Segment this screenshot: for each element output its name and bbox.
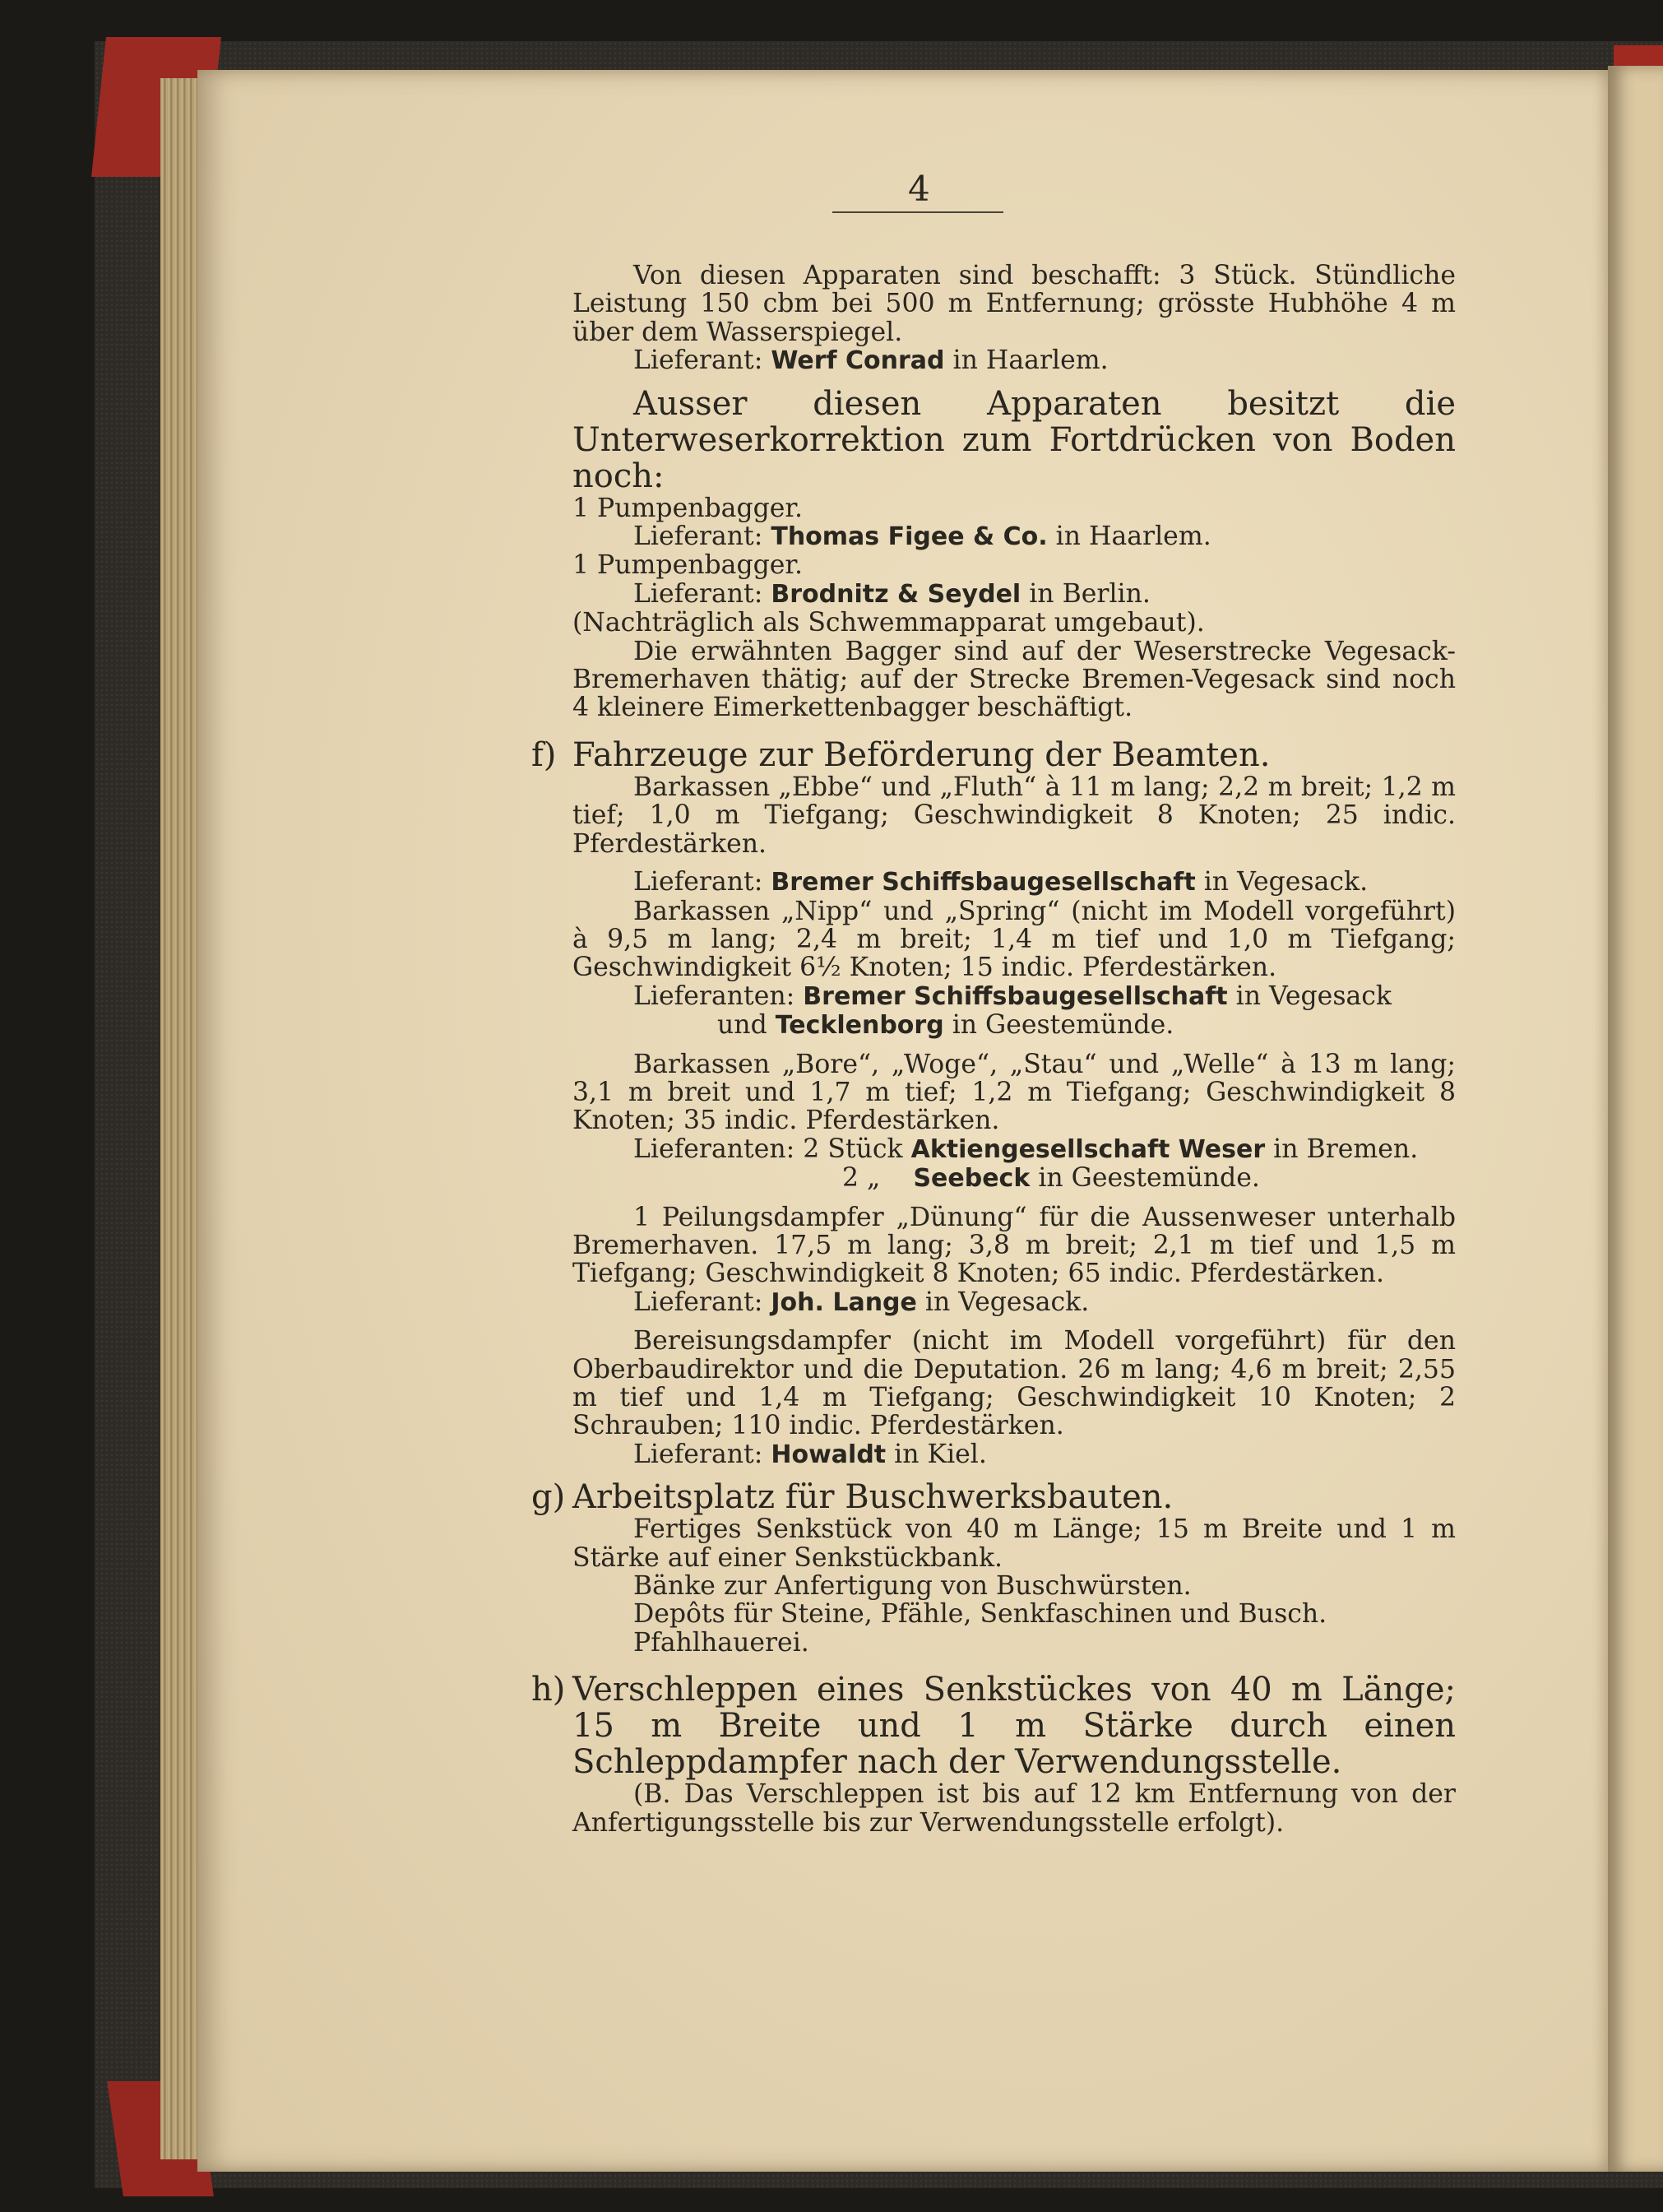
paragraph: Die erwähnten Bagger sind auf der Weserstrecke Vegesack-Bremerhaven thätig; auf der Strecke Bremen-Vegesack sind noch 4 kleinere Eimerkettenbagger beschäftigt. — [572, 636, 1456, 723]
list-item: Pfahlhauerei. — [633, 1627, 809, 1658]
list-item: 1 Pumpenbagger. — [572, 493, 804, 523]
supplier-line: Lieferanten: Bremer Schiffsbaugesellschaft in Vegesack — [633, 981, 1392, 1011]
paragraph: Barkassen „Bore“, „Woge“, „Stau“ und „Welle“ à 13 m lang; 3,1 m breit und 1,7 m tief; 1,2 m Tiefgang; Geschwindigkeit 8 Knoten; 35 indic. Pferdestärken. — [572, 1049, 1456, 1136]
paragraph: Barkassen „Ebbe“ und „Fluth“ à 11 m lang; 2,2 m breit; 1,2 m tief; 1,0 m Tiefgang; Geschwindigkeit 8 Knoten; 25 indic. Pferdestärken. — [572, 772, 1456, 859]
supplier-line: und Tecklenborg in Geestemünde. — [717, 1010, 1174, 1041]
list-item: Bänke zur Anfertigung von Buschwürsten. — [633, 1571, 1192, 1602]
section-heading-g: g) Arbeitsplatz für Buschwerksbauten. — [531, 1478, 1174, 1517]
page-text — [531, 261, 1456, 1838]
supplier-line: Lieferant: Joh. Lange in Vegesack. — [633, 1287, 1090, 1317]
paragraph: Von diesen Apparaten sind beschafft: 3 Stück. Stündliche Leistung 150 cbm bei 500 m Entfernung; grösste Hubhöhe 4 m über dem Wasserspiegel. — [572, 261, 1456, 347]
section-heading-h: h) Verschleppen eines Senkstückes von 40 m Länge; 15 m Breite und 1 m Stärke durch einen Schleppdampfer nach der Verwendungsstelle. — [531, 1671, 1456, 1782]
note: (Nachträglich als Schwemmapparat umgebaut). — [572, 608, 1205, 638]
list-item: 1 Pumpenbagger. — [572, 550, 804, 581]
paragraph: Bereisungsdampfer (nicht im Modell vorgeführt) für den Oberbaudirektor und die Deputation. 26 m lang; 4,6 m breit; 2,55 m tief und 1,4 m Tiefgang; Geschwindigkeit 10 Knoten; 2 Schrauben; 110 indic. Pferdestärken. — [572, 1326, 1456, 1441]
facing-page-edge — [1608, 66, 1663, 2172]
supplier-line: 2 „ Seebeck in Geestemünde. — [842, 1163, 1260, 1194]
supplier-line: Lieferant: Werf Conrad in Haarlem. — [633, 345, 1109, 376]
paragraph: 1 Peilungsdampfer „Dünung“ für die Aussenweser unterhalb Bremerhaven. 17,5 m lang; 3,8 m breit; 2,1 m tief und 1,5 m Tiefgang; Geschwindigkeit 8 Knoten; 65 indic. Pferdestärken. — [572, 1202, 1456, 1289]
section-heading-f: f) Fahrzeuge zur Beförderung der Beamten. — [531, 735, 1271, 774]
list-item: Depôts für Steine, Pfähle, Senkfaschinen und Busch. — [633, 1599, 1327, 1630]
paragraph: Barkassen „Nipp“ und „Spring“ (nicht im Modell vorgeführt) à 9,5 m lang; 2,4 m breit; 1,4 m tief und 1,0 m Tiefgang; Geschwindigkeit 6½ Knoten; 15 indic. Pferdestärken. — [572, 896, 1456, 983]
supplier-line: Lieferant: Bremer Schiffsbaugesellschaft in Vegesack. — [633, 867, 1369, 897]
supplier-line: Lieferant: Thomas Figee & Co. in Haarlem. — [633, 522, 1211, 552]
supplier-line: Lieferant: Howaldt in Kiel. — [633, 1439, 987, 1469]
paragraph: Ausser diesen Apparaten besitzt die Unterweserkorrektion zum Fortdrücken von Boden noch: — [572, 384, 1456, 495]
paragraph: (B. Das Verschleppen ist bis auf 12 km Entfernung von der Anfertigungsstelle bis zur Verwendungsstelle erfolgt). — [572, 1779, 1456, 1838]
paragraph: Fertiges Senkstück von 40 m Länge; 15 m Breite und 1 m Stärke auf einer Senkstückbank. — [572, 1514, 1456, 1573]
supplier-line: Lieferant: Brodnitz & Seydel in Berlin. — [633, 578, 1151, 609]
supplier-line: Lieferanten: 2 Stück Aktiengesellschaft Weser in Bremen. — [633, 1134, 1419, 1164]
header-rule — [832, 211, 1003, 213]
page-number: 4 — [908, 169, 930, 209]
